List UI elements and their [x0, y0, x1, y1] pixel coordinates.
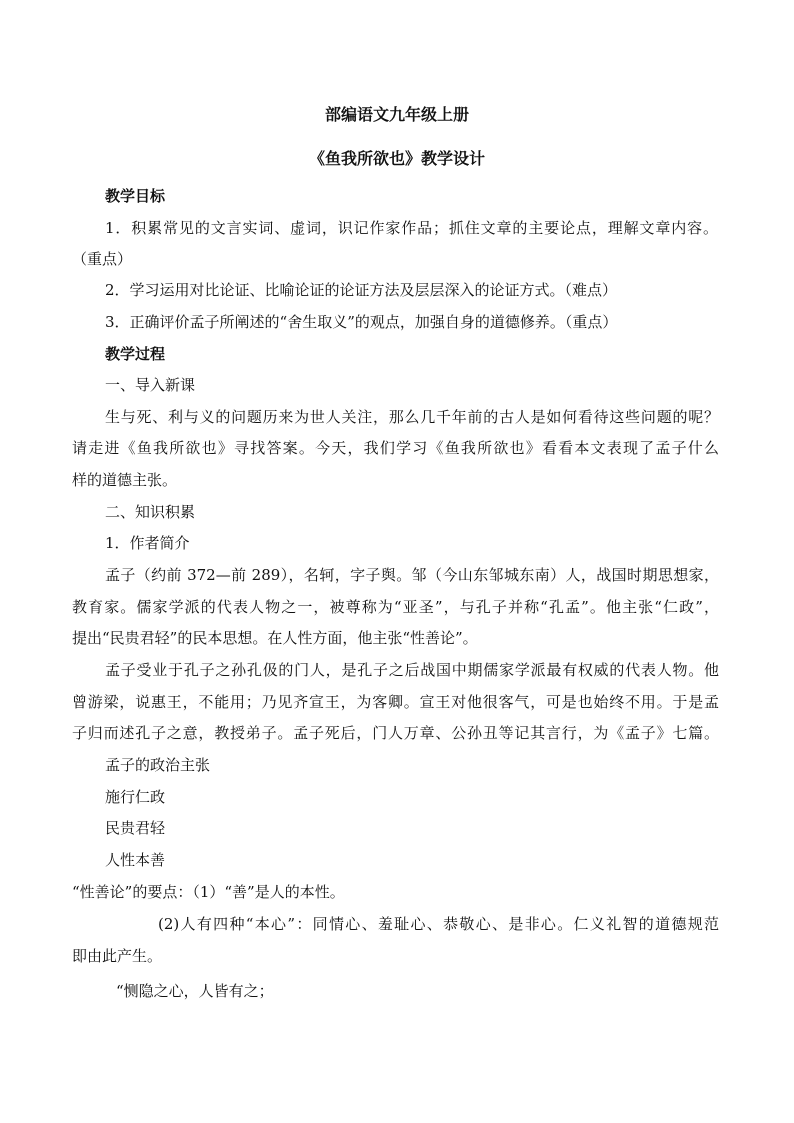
xingshanlun-line2: (2)人有四种“本心”：同情心、羞耻心、恭敬心、是非心。仁义礼智的道德规范: [158, 915, 719, 933]
intro-line2: 请走进《鱼我所欲也》寻找答案。今天，我们学习《鱼我所欲也》看看本文表现了孟子什么: [72, 439, 719, 457]
bio-paragraph2-line1: 孟子受业于孔子之孙孔伋的门人，是孔子之后战国中期儒家学派最有权威的代表人物。他: [105, 661, 719, 679]
objectives-heading: 教学目标: [105, 187, 166, 205]
objective-3: 3．正确评价孟子所阐述的“舍生取义”的观点，加强自身的道德修养。（重点）: [105, 313, 618, 331]
objective-1-line1: 1．积累常见的文言实词、虚词，识记作家作品；抓住文章的主要论点，理解文章内容。: [105, 219, 718, 237]
author-intro-title: 1．作者简介: [105, 534, 190, 552]
section-2-title: 二、知识积累: [105, 503, 196, 521]
politics-item-1: 施行仁政: [105, 788, 166, 806]
politics-item-2: 民贵君轻: [105, 819, 166, 837]
bio-paragraph2-line3: 子归而述孔子之意，教授弟子。孟子死后，门人万章、公孙丑等记其言行，为《孟子》七篇。: [72, 724, 719, 742]
objective-1-line2: （重点）: [72, 250, 133, 268]
document-subtitle: 《鱼我所欲也》教学设计: [308, 149, 485, 168]
bio-paragraph1-line3: 提出“民贵君轻”的民本思想。在人性方面，他主张“性善论”。: [72, 629, 478, 647]
quote-line1: “恻隐之心，人皆有之；: [116, 982, 274, 1000]
process-heading: 教学过程: [105, 345, 166, 363]
politics-item-3: 人性本善: [105, 851, 166, 869]
intro-line3: 样的道德主张。: [72, 471, 178, 489]
politics-title: 孟子的政治主张: [105, 756, 211, 774]
intro-line1: 生与死、利与义的问题历来为世人关注，那么几千年前的古人是如何看待这些问题的呢？: [105, 408, 719, 426]
bio-paragraph1-line2: 教育家。儒家学派的代表人物之一，被尊称为“亚圣”，与孔子并称“孔孟”。他主张“仁政”，: [72, 598, 719, 616]
xingshanlun-line3: 即由此产生。: [72, 947, 163, 965]
document-title: 部编语文九年级上册: [324, 105, 469, 124]
objective-2: 2．学习运用对比论证、比喻论证的论证方法及层层深入的论证方式。（难点）: [105, 281, 618, 299]
bio-paragraph1-line1: 孟子（约前 372—前 289），名轲，字子舆。邹（今山东邹城东南）人，战国时期思想家，: [105, 566, 719, 584]
bio-paragraph2-line2: 曾游梁，说惠王，不能用；乃见齐宣王，为客卿。宣王对他很客气，可是也始终不用。于是孟: [72, 693, 719, 711]
section-1-title: 一、导入新课: [105, 376, 196, 394]
xingshanlun-line1: “性善论”的要点：（1）“善”是人的本性。: [72, 883, 345, 901]
